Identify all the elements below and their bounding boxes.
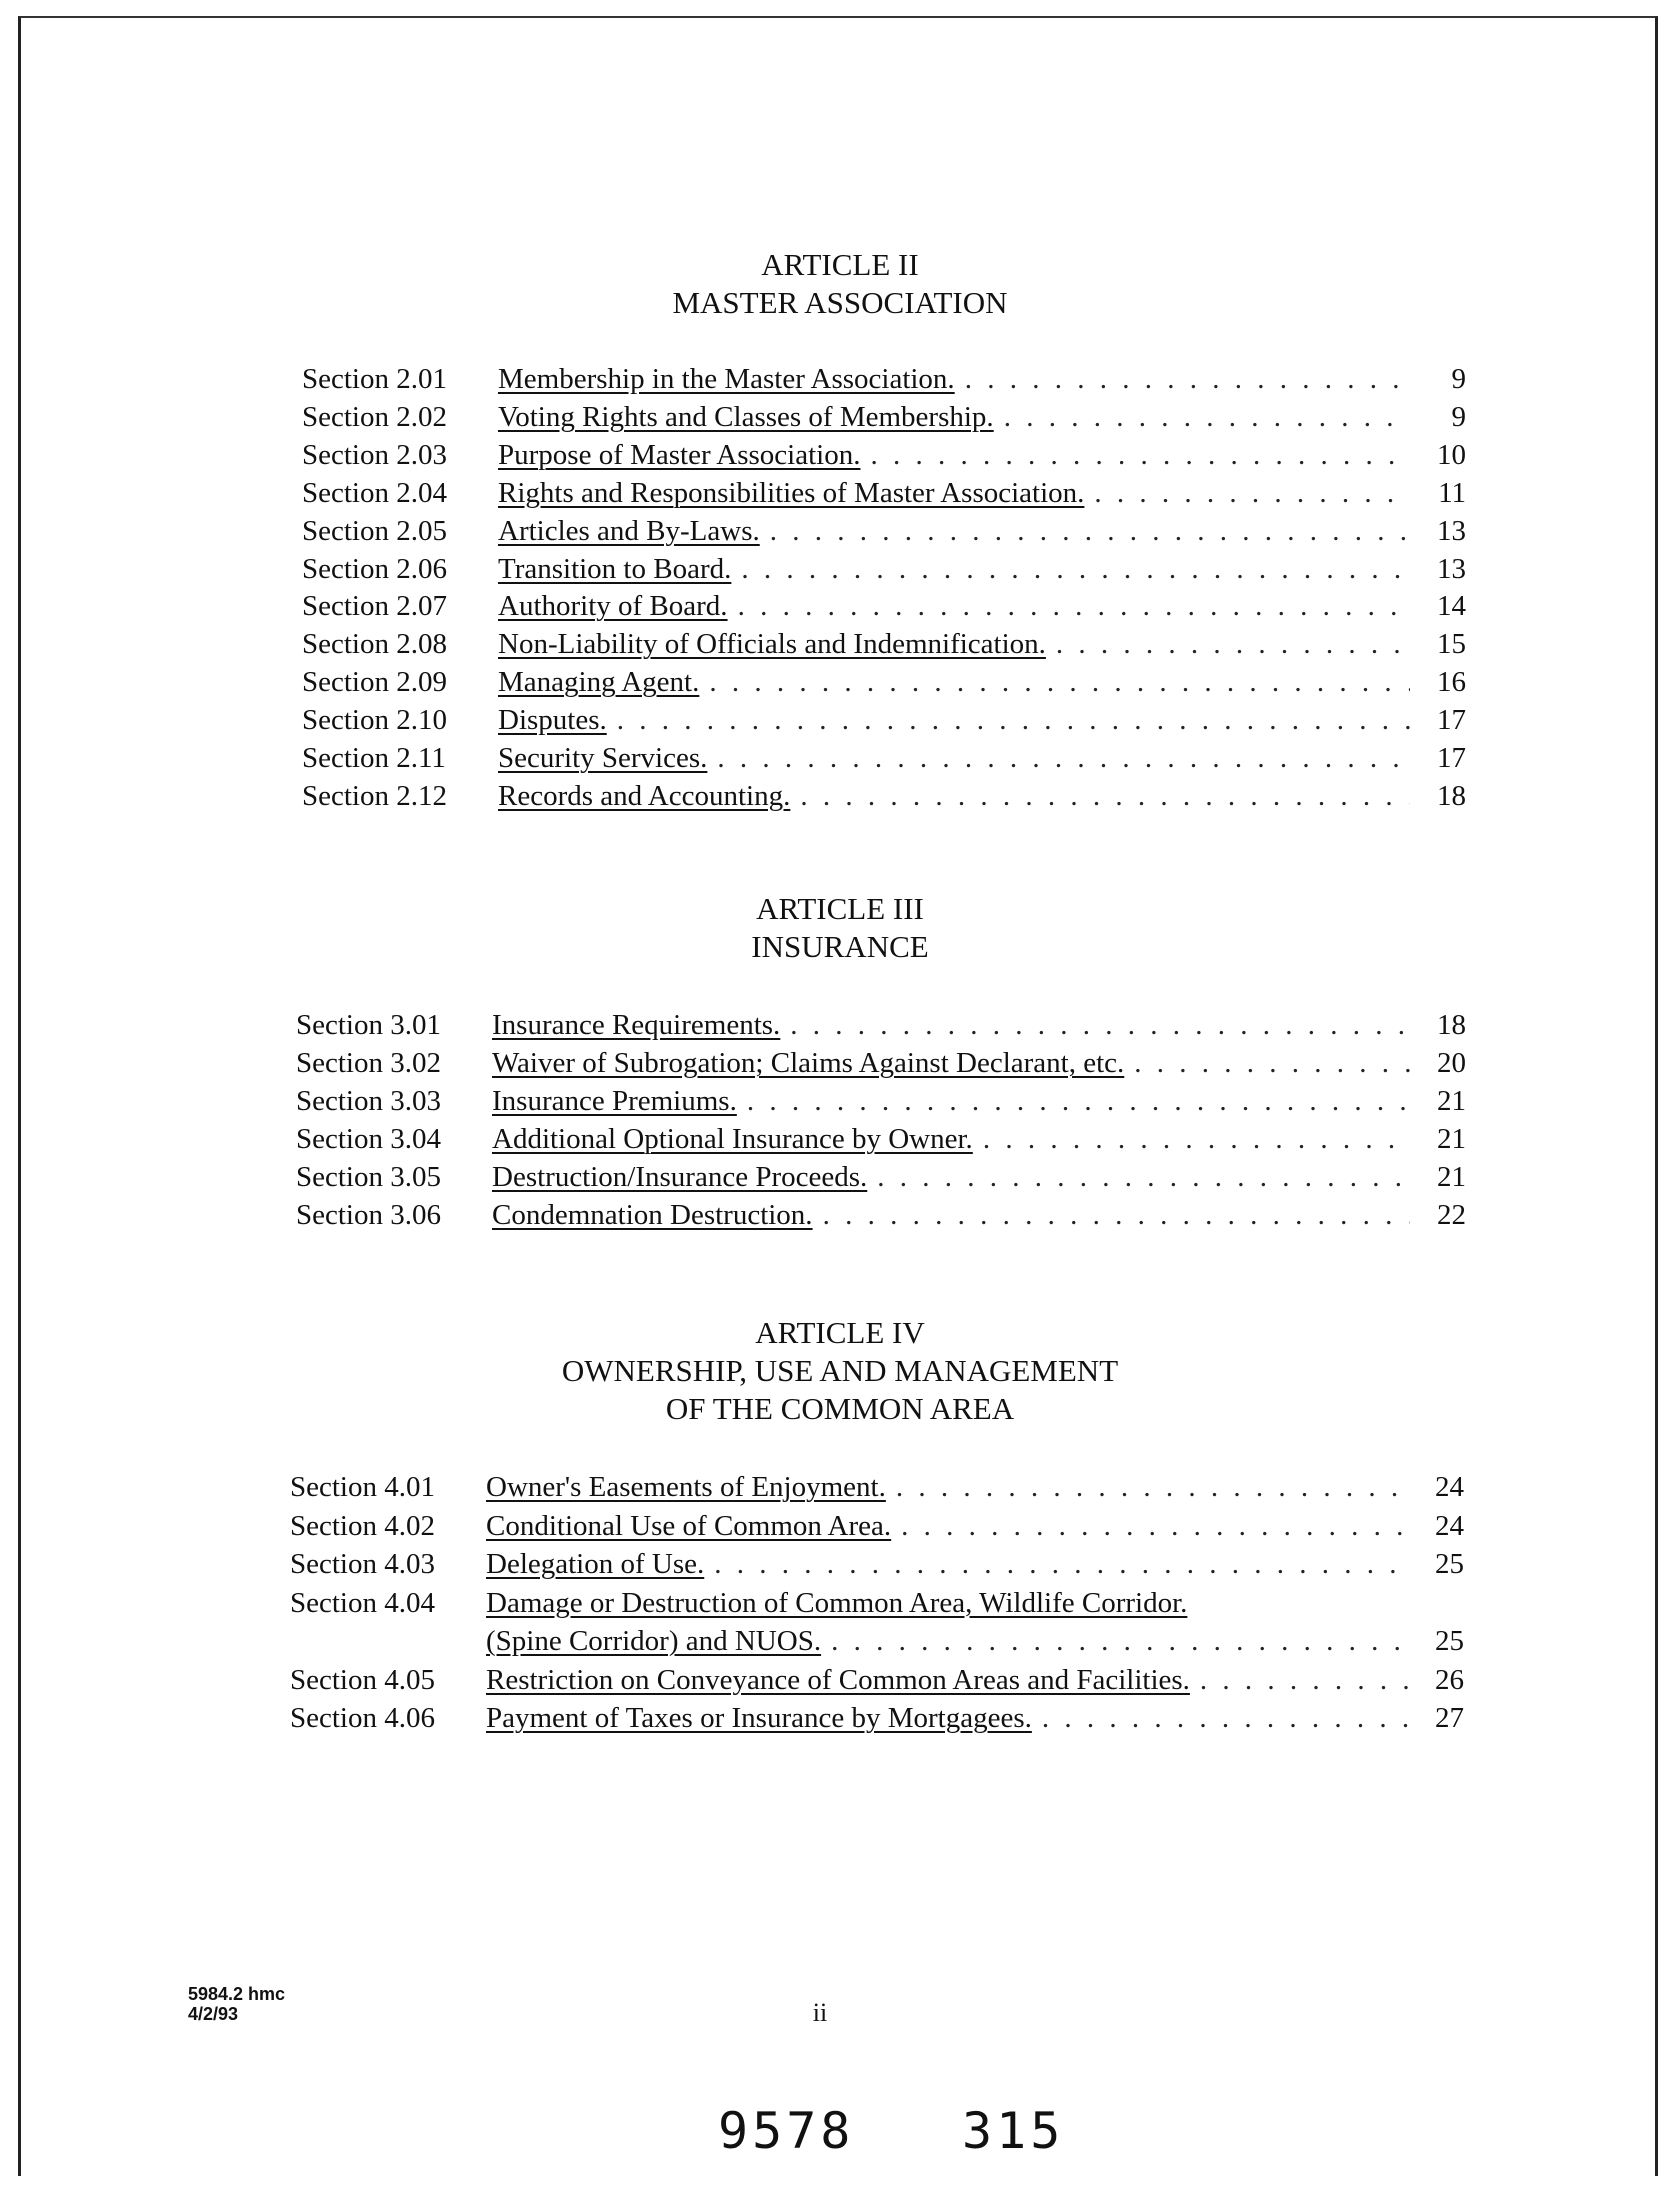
page-number: 13 bbox=[1437, 514, 1466, 547]
section-number: Section 3.02 bbox=[296, 1046, 441, 1079]
page-number: 21 bbox=[1437, 1084, 1466, 1117]
section-number: Section 4.06 bbox=[290, 1702, 435, 1734]
dot-leader bbox=[790, 1006, 1410, 1044]
article-heading bbox=[0, 246, 1680, 322]
toc-entry[interactable] bbox=[302, 550, 1466, 588]
dot-leader bbox=[738, 587, 1410, 625]
section-title-link[interactable]: Security Services. bbox=[498, 742, 708, 774]
page-number: 11 bbox=[1438, 476, 1466, 509]
section-title-link[interactable]: Voting Rights and Classes of Membership. bbox=[498, 400, 994, 433]
section-title-link[interactable]: Waiver of Subrogation; Claims Against Declarant, etc. bbox=[492, 1046, 1125, 1079]
stamp-number-left: 9578 bbox=[718, 2102, 855, 2160]
toc-entry[interactable] bbox=[296, 1044, 1466, 1082]
page-number-roman: ii bbox=[812, 1998, 828, 2027]
page-number: 14 bbox=[1437, 590, 1466, 623]
page-number: 15 bbox=[1437, 628, 1466, 661]
toc-entry-continuation[interactable] bbox=[290, 1622, 1464, 1660]
article-number: ARTICLE II bbox=[761, 247, 919, 282]
section-number: Section 2.07 bbox=[302, 590, 447, 623]
dot-leader bbox=[741, 550, 1410, 588]
section-title-link[interactable]: Restriction on Conveyance of Common Areas and Facilities. bbox=[486, 1663, 1190, 1696]
toc-entry[interactable] bbox=[290, 1699, 1464, 1737]
page-number: 21 bbox=[1437, 1122, 1466, 1155]
dot-leader bbox=[823, 1196, 1410, 1234]
section-title-link[interactable]: Damage or Destruction of Common Area, Wildlife Corridor. bbox=[486, 1586, 1188, 1619]
section-number: Section 2.03 bbox=[302, 438, 447, 471]
dot-leader bbox=[1134, 1044, 1410, 1082]
page-number: 10 bbox=[1437, 438, 1466, 471]
section-number: Section 3.06 bbox=[296, 1198, 441, 1231]
page-number: 13 bbox=[1437, 552, 1466, 585]
section-number: Section 3.03 bbox=[296, 1084, 441, 1117]
section-number: Section 2.02 bbox=[302, 400, 447, 433]
dot-leader bbox=[896, 1468, 1408, 1506]
toc-entry[interactable] bbox=[290, 1661, 1464, 1699]
toc-entry[interactable] bbox=[302, 474, 1466, 512]
dot-leader bbox=[1042, 1699, 1408, 1737]
section-title-link-continued[interactable]: (Spine Corridor) and NUOS. bbox=[486, 1625, 822, 1657]
page-number: 27 bbox=[1435, 1702, 1464, 1734]
dot-leader bbox=[901, 1507, 1408, 1545]
section-title-link[interactable]: Destruction/Insurance Proceeds. bbox=[492, 1160, 868, 1193]
section-title-link[interactable]: Rights and Responsibilities of Master Association. bbox=[498, 476, 1085, 509]
file-code: 5984.2 hmc bbox=[188, 1984, 286, 2004]
section-title-link[interactable]: Condemnation Destruction. bbox=[492, 1198, 813, 1231]
page-number: 24 bbox=[1435, 1471, 1464, 1503]
page-number: 26 bbox=[1435, 1663, 1464, 1696]
stamp-number-right: 315 bbox=[962, 2102, 1065, 2160]
dot-leader bbox=[1200, 1661, 1408, 1699]
section-title-link[interactable]: Conditional Use of Common Area. bbox=[486, 1509, 892, 1542]
toc-entry[interactable] bbox=[302, 436, 1466, 474]
section-title-link[interactable]: Transition to Board. bbox=[498, 552, 732, 585]
toc-entry[interactable] bbox=[302, 663, 1466, 701]
toc-entry[interactable] bbox=[296, 1006, 1466, 1044]
section-title-link[interactable]: Authority of Board. bbox=[498, 590, 728, 623]
article-title: OWNERSHIP, USE AND MANAGEMENT bbox=[561, 1353, 1119, 1388]
toc-entry[interactable] bbox=[302, 625, 1466, 663]
section-number: Section 2.04 bbox=[302, 476, 447, 509]
dot-leader bbox=[870, 436, 1410, 474]
dot-leader bbox=[1004, 398, 1410, 436]
page-number: 9 bbox=[1451, 363, 1466, 395]
section-number: Section 2.12 bbox=[302, 779, 447, 812]
page-number: 24 bbox=[1435, 1509, 1464, 1542]
article-number: ARTICLE III bbox=[756, 891, 924, 926]
toc-entry[interactable] bbox=[302, 512, 1466, 550]
toc-entry[interactable] bbox=[290, 1584, 1464, 1622]
section-title-link[interactable]: Records and Accounting. bbox=[498, 779, 791, 812]
section-title-link[interactable]: Managing Agent. bbox=[498, 666, 700, 699]
page-number: 18 bbox=[1437, 1009, 1466, 1041]
toc-entry[interactable] bbox=[290, 1545, 1464, 1583]
section-number: Section 2.01 bbox=[302, 363, 447, 395]
section-number: Section 2.09 bbox=[302, 666, 447, 699]
page-number: 17 bbox=[1437, 704, 1466, 737]
section-number: Section 3.01 bbox=[296, 1009, 441, 1041]
page-number: 18 bbox=[1437, 779, 1466, 812]
section-number: Section 3.05 bbox=[296, 1160, 441, 1193]
toc-entry[interactable] bbox=[296, 1082, 1466, 1120]
toc-entry[interactable] bbox=[296, 1196, 1466, 1234]
section-number: Section 4.05 bbox=[290, 1663, 435, 1696]
section-title-link[interactable]: Payment of Taxes or Insurance by Mortgagees. bbox=[486, 1702, 1032, 1734]
section-number: Section 4.02 bbox=[290, 1509, 435, 1542]
article-title: OF THE COMMON AREA bbox=[665, 1391, 1015, 1426]
toc-entry[interactable] bbox=[302, 360, 1466, 398]
page-number: 21 bbox=[1437, 1160, 1466, 1193]
section-number: Section 4.03 bbox=[290, 1548, 435, 1580]
section-number: Section 2.10 bbox=[302, 704, 447, 737]
dot-leader bbox=[831, 1622, 1408, 1660]
page-number: 9 bbox=[1451, 400, 1466, 433]
section-title-link[interactable]: Insurance Premiums. bbox=[492, 1084, 737, 1117]
section-number: Section 3.04 bbox=[296, 1122, 441, 1155]
article-heading bbox=[0, 1314, 1680, 1428]
section-number: Section 2.05 bbox=[302, 514, 447, 547]
section-number: Section 2.08 bbox=[302, 628, 447, 661]
dot-leader bbox=[747, 1082, 1410, 1120]
toc-entry[interactable] bbox=[302, 701, 1466, 739]
dot-leader bbox=[800, 777, 1410, 815]
dot-leader bbox=[717, 739, 1410, 777]
page-number: 17 bbox=[1437, 742, 1466, 774]
section-title-link[interactable]: Insurance Requirements. bbox=[492, 1009, 781, 1041]
article-title: INSURANCE bbox=[751, 929, 929, 964]
page-number: 20 bbox=[1437, 1046, 1466, 1079]
toc-entry[interactable] bbox=[302, 587, 1466, 625]
section-title-link[interactable]: Purpose of Master Association. bbox=[498, 438, 861, 471]
toc-entry[interactable] bbox=[296, 1120, 1466, 1158]
dot-leader bbox=[770, 512, 1410, 550]
page-number: 16 bbox=[1437, 666, 1466, 699]
section-number: Section 4.01 bbox=[290, 1471, 435, 1503]
section-title-link[interactable]: Additional Optional Insurance by Owner. bbox=[492, 1122, 973, 1155]
toc-entry[interactable] bbox=[290, 1507, 1464, 1545]
page-number: 25 bbox=[1435, 1548, 1464, 1580]
page-number: 22 bbox=[1437, 1198, 1466, 1231]
section-number: Section 4.04 bbox=[290, 1586, 435, 1619]
section-title-link[interactable]: Articles and By-Laws. bbox=[498, 514, 760, 547]
section-number: Section 2.11 bbox=[302, 742, 446, 774]
toc-entry[interactable] bbox=[302, 398, 1466, 436]
dot-leader bbox=[1094, 474, 1410, 512]
dot-leader bbox=[714, 1545, 1408, 1583]
toc-entry[interactable] bbox=[302, 739, 1466, 777]
file-date: 4/2/93 bbox=[188, 2004, 239, 2024]
section-title-link[interactable]: Membership in the Master Association. bbox=[498, 363, 955, 395]
section-title-link[interactable]: Disputes. bbox=[498, 704, 607, 737]
toc-entry[interactable] bbox=[290, 1468, 1464, 1506]
section-title-link[interactable]: Owner's Easements of Enjoyment. bbox=[486, 1471, 886, 1503]
section-number: Section 2.06 bbox=[302, 552, 447, 585]
article-number: ARTICLE IV bbox=[755, 1315, 925, 1350]
dot-leader bbox=[965, 360, 1410, 398]
article-heading bbox=[0, 890, 1680, 966]
dot-leader bbox=[617, 701, 1410, 739]
toc-entry[interactable] bbox=[296, 1158, 1466, 1196]
page-number: 25 bbox=[1435, 1625, 1464, 1657]
section-title-link[interactable]: Delegation of Use. bbox=[486, 1548, 705, 1580]
dot-leader bbox=[983, 1120, 1410, 1158]
dot-leader bbox=[709, 663, 1410, 701]
dot-leader bbox=[1056, 625, 1410, 663]
article-title: MASTER ASSOCIATION bbox=[672, 285, 1008, 320]
section-title-link[interactable]: Non-Liability of Officials and Indemnification. bbox=[498, 628, 1046, 661]
toc-entry[interactable] bbox=[302, 777, 1466, 815]
dot-leader bbox=[877, 1158, 1410, 1196]
